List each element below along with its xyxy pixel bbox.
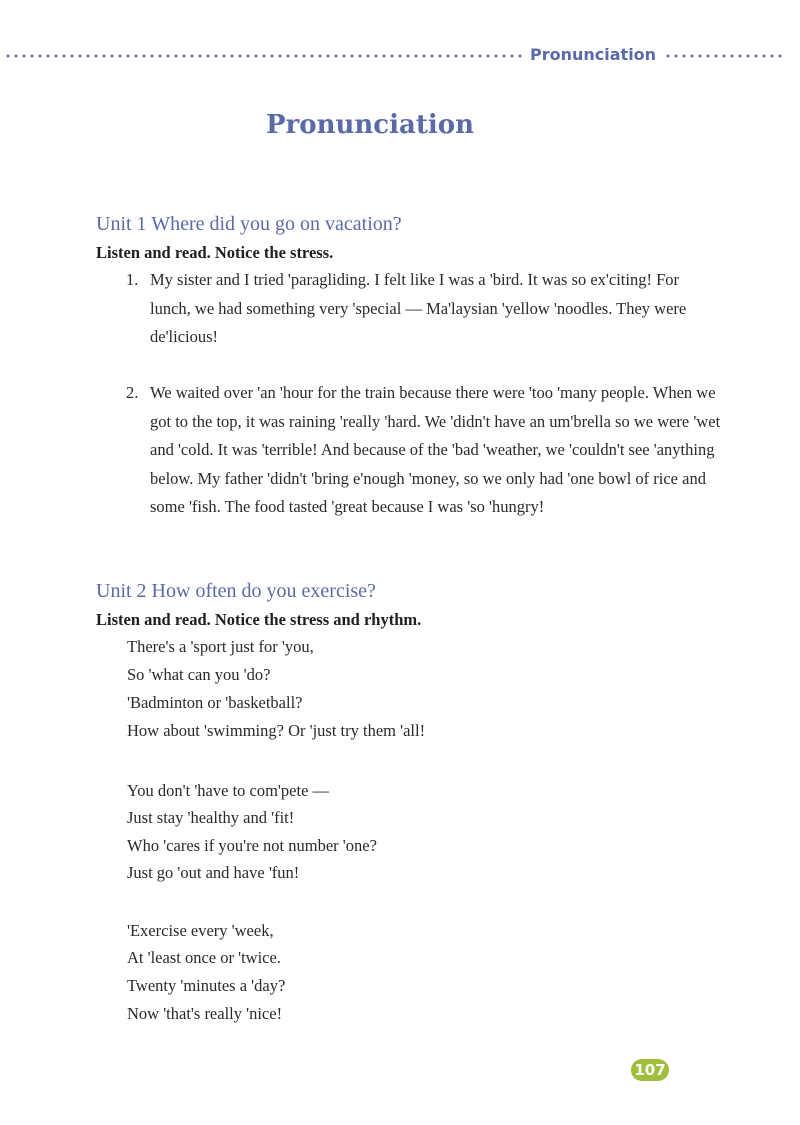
item-number: 2.	[126, 383, 139, 402]
item-number: 1.	[126, 270, 139, 289]
unit1-heading: Unit 1 Where did you go on vacation?	[96, 213, 402, 235]
poem-line: Just stay 'healthy and 'fit!	[127, 808, 295, 827]
unit1-item-2	[126, 379, 721, 522]
poem-line: Just go 'out and have 'fun!	[127, 863, 300, 882]
poem-line: 'Exercise every 'week,	[127, 921, 274, 940]
poem-line: So 'what can you 'do?	[127, 665, 271, 684]
header-dotted-rule-right	[664, 54, 782, 58]
running-header	[0, 44, 800, 66]
header-section-label: Pronunciation	[530, 45, 657, 64]
page-title: Pronunciation	[266, 110, 474, 140]
header-dotted-rule-left	[4, 54, 522, 58]
poem-line: 'Badminton or 'basketball?	[127, 693, 303, 712]
poem-line: Who 'cares if you're not number 'one?	[127, 836, 377, 855]
unit2-heading: Unit 2 How often do you exercise?	[96, 580, 376, 602]
poem-line: There's a 'sport just for 'you,	[127, 637, 314, 656]
unit1-instruction: Listen and read. Notice the stress.	[96, 243, 334, 262]
poem-line: Twenty 'minutes a 'day?	[127, 976, 286, 995]
item-text: My sister and I tried 'paragliding. I felt like I was a 'bird. It was so ex'citing! For lunch, we had something very 'special — Ma'laysian 'yellow 'noodles. They were de'licious!	[150, 270, 687, 346]
unit1-item-1	[126, 266, 721, 352]
page-number-badge: 107	[631, 1059, 669, 1081]
item-text: We waited over 'an 'hour for the train because there were 'too 'many people. When we got to the top, it was raining 'really 'hard. We 'didn't have an um'brella so we were 'wet and 'cold. It was 'terrible! And because of the 'bad 'weather, we 'couldn't see 'anything below. My father 'didn't 'bring e'nough 'money, so we only had 'one bowl of rice and some 'fish. The food tasted 'great because I was 'so 'hungry!	[150, 383, 721, 516]
poem-line: You don't 'have to com'pete —	[127, 781, 330, 800]
poem-line: Now 'that's really 'nice!	[127, 1004, 283, 1023]
poem-line: How about 'swimming? Or 'just try them 'all!	[127, 721, 426, 740]
unit2-instruction: Listen and read. Notice the stress and rhythm.	[96, 610, 422, 629]
poem-line: At 'least once or 'twice.	[127, 948, 281, 967]
